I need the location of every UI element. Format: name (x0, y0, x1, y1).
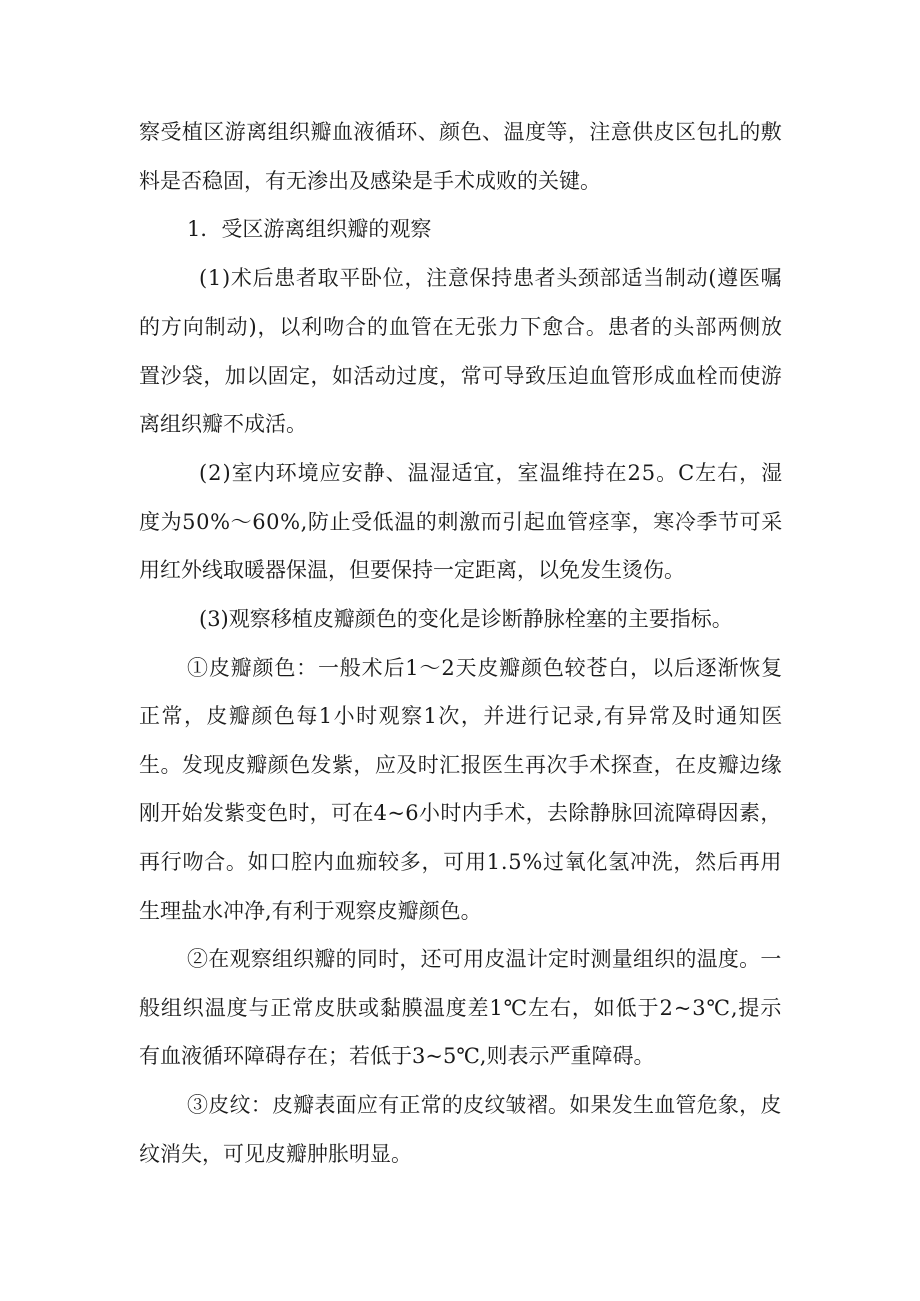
paragraph-line: (2)室内环境应安静、温湿适宜，室温维持在25。C左右，湿 (199, 461, 784, 485)
paragraph-line: 生。发现皮瓣颜色发紫，应及时汇报医生再次手术探查，在皮瓣边缘 (139, 753, 783, 777)
paragraph-line: 纹消失，可见皮瓣肿胀明显。 (139, 1142, 412, 1166)
section-heading: 1．受区游离组织瓣的观察 (187, 217, 432, 241)
paragraph-line: 有血液循环障碍存在；若低于3~5℃,则表示严重障碍。 (139, 1044, 655, 1068)
paragraph-line: ①皮瓣颜色：一般术后1～2天皮瓣颜色较苍白，以后逐渐恢复 (187, 656, 783, 680)
paragraph-line: 刚开始发紫变色时，可在4~6小时内手术，去除静脉回流障碍因素， (139, 801, 782, 825)
paragraph-line: ③皮纹：皮瓣表面应有正常的皮纹皱褶。如果发生血管危象，皮 (187, 1093, 782, 1117)
paragraph-line: (1)术后患者取平卧位，注意保持患者头颈部适当制动(遵医嘱 (199, 266, 783, 290)
paragraph-line: 察受植区游离组织瓣血液循环、颜色、温度等，注意供皮区包扎的敷 (139, 120, 783, 144)
paragraph-line: 料是否稳固，有无渗出及感染是手术成败的关键。 (139, 169, 601, 193)
paragraph-line: 用红外线取暖器保温，但要保持一定距离，以免发生烫伤。 (139, 558, 685, 582)
paragraph-line: 度为50%～60%,防止受低温的刺激而引起血管痉挛，寒冷季节可采 (139, 510, 783, 534)
paragraph-line: 的方向制动)，以利吻合的血管在无张力下愈合。患者的头部两侧放 (139, 315, 783, 339)
paragraph-line: ②在观察组织瓣的同时，还可用皮温计定时测量组织的温度。一 (187, 947, 782, 971)
paragraph-line: (3)观察移植皮瓣颜色的变化是诊断静脉栓塞的主要指标。 (199, 607, 733, 631)
paragraph-line: 再行吻合。如口腔内血痂较多，可用1.5%过氧化氢冲洗，然后再用 (139, 850, 783, 874)
paragraph-line: 生理盐水冲净,有利于观察皮瓣颜色。 (139, 899, 482, 923)
paragraph-line: 般组织温度与正常皮肤或黏膜温度差1℃左右，如低于2~3℃,提示 (139, 996, 783, 1020)
paragraph-line: 离组织瓣不成活。 (139, 412, 307, 436)
paragraph-line: 置沙袋，加以固定，如活动过度，常可导致压迫血管形成血栓而使游 (139, 364, 783, 388)
paragraph-line: 正常，皮瓣颜色每1小时观察1次，并进行记录,有异常及时通知医 (139, 704, 784, 728)
